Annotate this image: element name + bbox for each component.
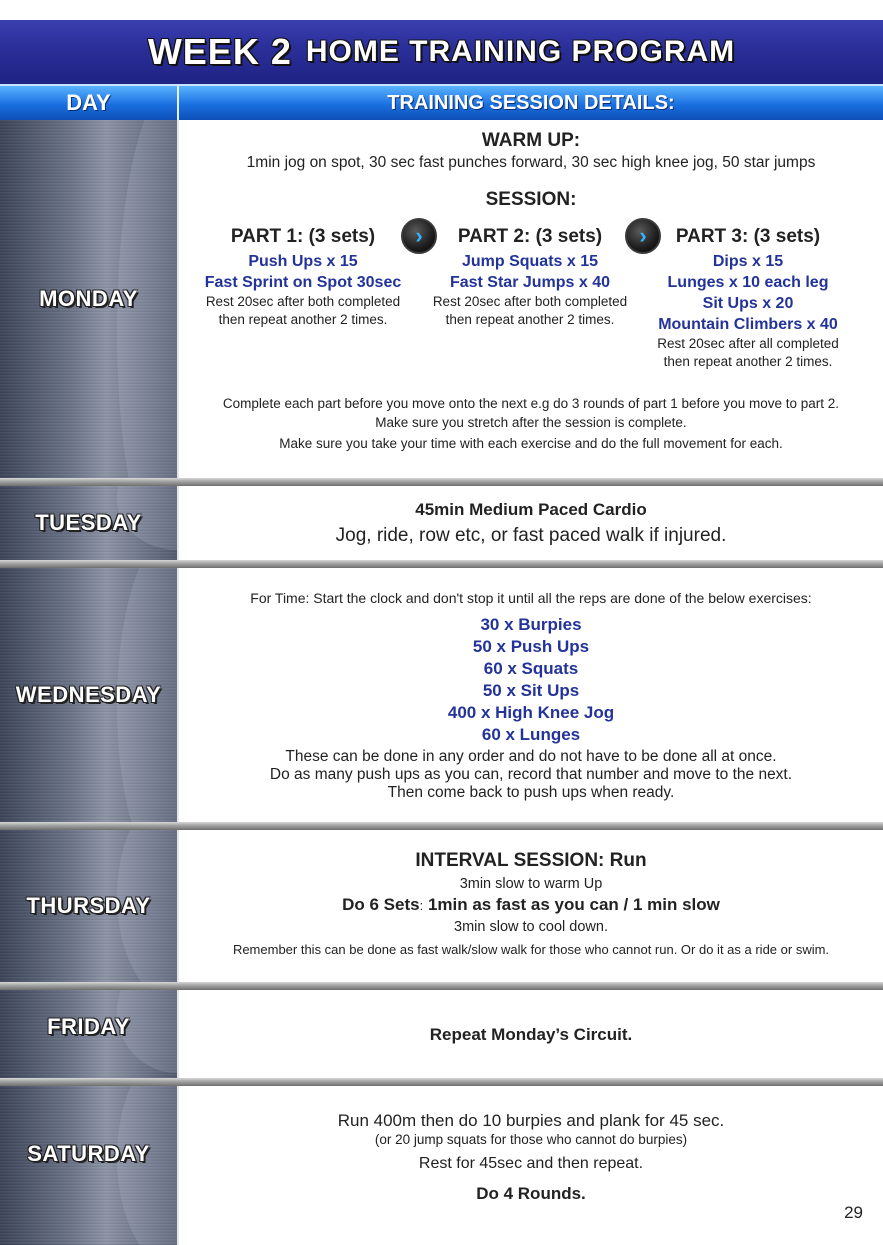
saturday-line: Do 4 Rounds.	[476, 1184, 586, 1203]
part-3-exercise: Mountain Climbers x 40	[658, 316, 838, 333]
wednesday-note: Then come back to push ups when ready.	[387, 784, 675, 801]
part-1-rest: then repeat another 2 times.	[218, 312, 388, 327]
day-cell-saturday	[0, 1086, 177, 1245]
saturday-line: Rest for 45sec and then repeat.	[418, 1155, 644, 1172]
thursday-heading: INTERVAL SESSION: Run	[415, 850, 647, 871]
thursday-cool: 3min slow to cool down.	[454, 919, 608, 935]
title-program: HOME TRAINING PROGRAM	[305, 35, 736, 68]
row-divider	[0, 1078, 883, 1086]
day-label-wednesday: WEDNESDAY	[15, 682, 162, 707]
thursday-details	[179, 830, 883, 982]
thursday-sets	[179, 895, 883, 915]
friday-text: Repeat Monday’s Circuit.	[429, 1025, 633, 1044]
list-item: 30 x Burpies	[480, 615, 582, 634]
row-divider	[0, 478, 883, 486]
list-item: 60 x Squats	[483, 659, 579, 678]
day-label-tuesday: TUESDAY	[35, 510, 142, 535]
part-3-exercise: Sit Ups x 20	[702, 295, 794, 312]
saturday-line: Run 400m then do 10 burpies and plank for 45 sec.	[337, 1111, 725, 1130]
day-cell-friday	[0, 990, 177, 1078]
part-3-rest: then repeat another 2 times.	[663, 354, 833, 369]
monday-note: Complete each part before you move onto the next e.g do 3 rounds of part 1 before you move to part 2.	[222, 396, 840, 411]
page-number: 29	[844, 1203, 863, 1222]
wednesday-note: Do as many push ups as you can, record that number and move to the next.	[269, 766, 793, 783]
wednesday-note: These can be done in any order and do not have to be done all at once.	[285, 748, 777, 765]
thursday-warm: 3min slow to warm Up	[459, 876, 603, 892]
warmup-heading: WARM UP:	[481, 130, 581, 151]
part-2-exercise: Fast Star Jumps x 40	[449, 274, 611, 291]
part-3-title: PART 3: (3 sets)	[675, 226, 821, 247]
row-divider	[0, 560, 883, 568]
tuesday-text: Jog, ride, row etc, or fast paced walk if injured.	[335, 525, 727, 546]
list-item: 60 x Lunges	[481, 725, 581, 744]
wednesday-details	[179, 568, 883, 822]
session-parts	[179, 223, 883, 386]
title-week: WEEK 2	[147, 31, 292, 72]
wednesday-exercise-list	[179, 614, 883, 746]
wednesday-notes	[179, 748, 883, 802]
thursday-note: Remember this can be done as fast walk/slow walk for those who cannot run. Or do it as a ride or swim.	[232, 942, 830, 957]
part-1-exercise: Fast Sprint on Spot 30sec	[204, 274, 402, 291]
day-label-thursday: THURSDAY	[26, 893, 151, 918]
list-item: 400 x High Knee Jog	[447, 703, 615, 722]
day-cell-wednesday	[0, 568, 177, 822]
header-details: TRAINING SESSION DETAILS:	[387, 91, 675, 114]
monday-note: Make sure you stretch after the session is complete.	[375, 415, 687, 430]
wednesday-intro: For Time: Start the clock and don't stop it until all the reps are done of the below exercises:	[250, 590, 812, 606]
chevron-right-icon: ›	[625, 218, 661, 254]
thursday-sets-separator: :	[419, 898, 424, 913]
saturday-details	[179, 1086, 883, 1245]
part-1-title: PART 1: (3 sets)	[230, 226, 376, 247]
chevron-right-icon: ›	[401, 218, 437, 254]
thursday-sets-text: 1min as fast as you can / 1 min slow	[427, 895, 720, 914]
tuesday-details	[179, 486, 883, 560]
thursday-sets-label: Do 6 Sets	[342, 895, 420, 914]
day-label-saturday: SATURDAY	[27, 1141, 150, 1167]
part-2-title: PART 2: (3 sets)	[457, 226, 603, 247]
saturday-line: (or 20 jump squats for those who cannot do burpies)	[374, 1132, 688, 1147]
part-1-rest: Rest 20sec after both completed	[205, 294, 401, 309]
title-bar	[0, 20, 883, 84]
warmup-text: 1min jog on spot, 30 sec fast punches forward, 30 sec high knee jog, 50 star jumps	[246, 154, 816, 171]
monday-details	[179, 120, 883, 478]
day-label-monday: MONDAY	[39, 286, 138, 311]
row-divider	[0, 982, 883, 990]
table-header	[0, 84, 883, 120]
day-cell-monday	[0, 120, 177, 478]
list-item: 50 x Push Ups	[472, 637, 590, 656]
part-2-exercise: Jump Squats x 15	[461, 253, 599, 270]
part-3	[643, 226, 853, 371]
header-day: DAY	[66, 90, 111, 115]
tuesday-heading: 45min Medium Paced Cardio	[415, 500, 647, 519]
day-label-friday: FRIDAY	[47, 1013, 130, 1039]
session-heading: SESSION:	[485, 189, 577, 210]
list-item: 50 x Sit Ups	[482, 681, 580, 700]
day-cell-tuesday	[0, 486, 177, 560]
row-divider	[0, 822, 883, 830]
monday-note: Make sure you take your time with each exercise and do the full movement for each.	[279, 436, 783, 451]
day-cell-thursday	[0, 830, 177, 982]
part-3-exercise: Dips x 15	[712, 253, 784, 270]
part-1	[187, 226, 419, 329]
part-1-exercise: Push Ups x 15	[248, 253, 358, 270]
part-2-rest: then repeat another 2 times.	[445, 312, 615, 327]
friday-details	[179, 990, 883, 1078]
part-3-exercise: Lunges x 10 each leg	[667, 274, 829, 291]
part-2	[419, 226, 641, 329]
part-3-rest: Rest 20sec after all completed	[657, 336, 839, 351]
page-title	[0, 20, 883, 84]
part-2-rest: Rest 20sec after both completed	[432, 294, 628, 309]
